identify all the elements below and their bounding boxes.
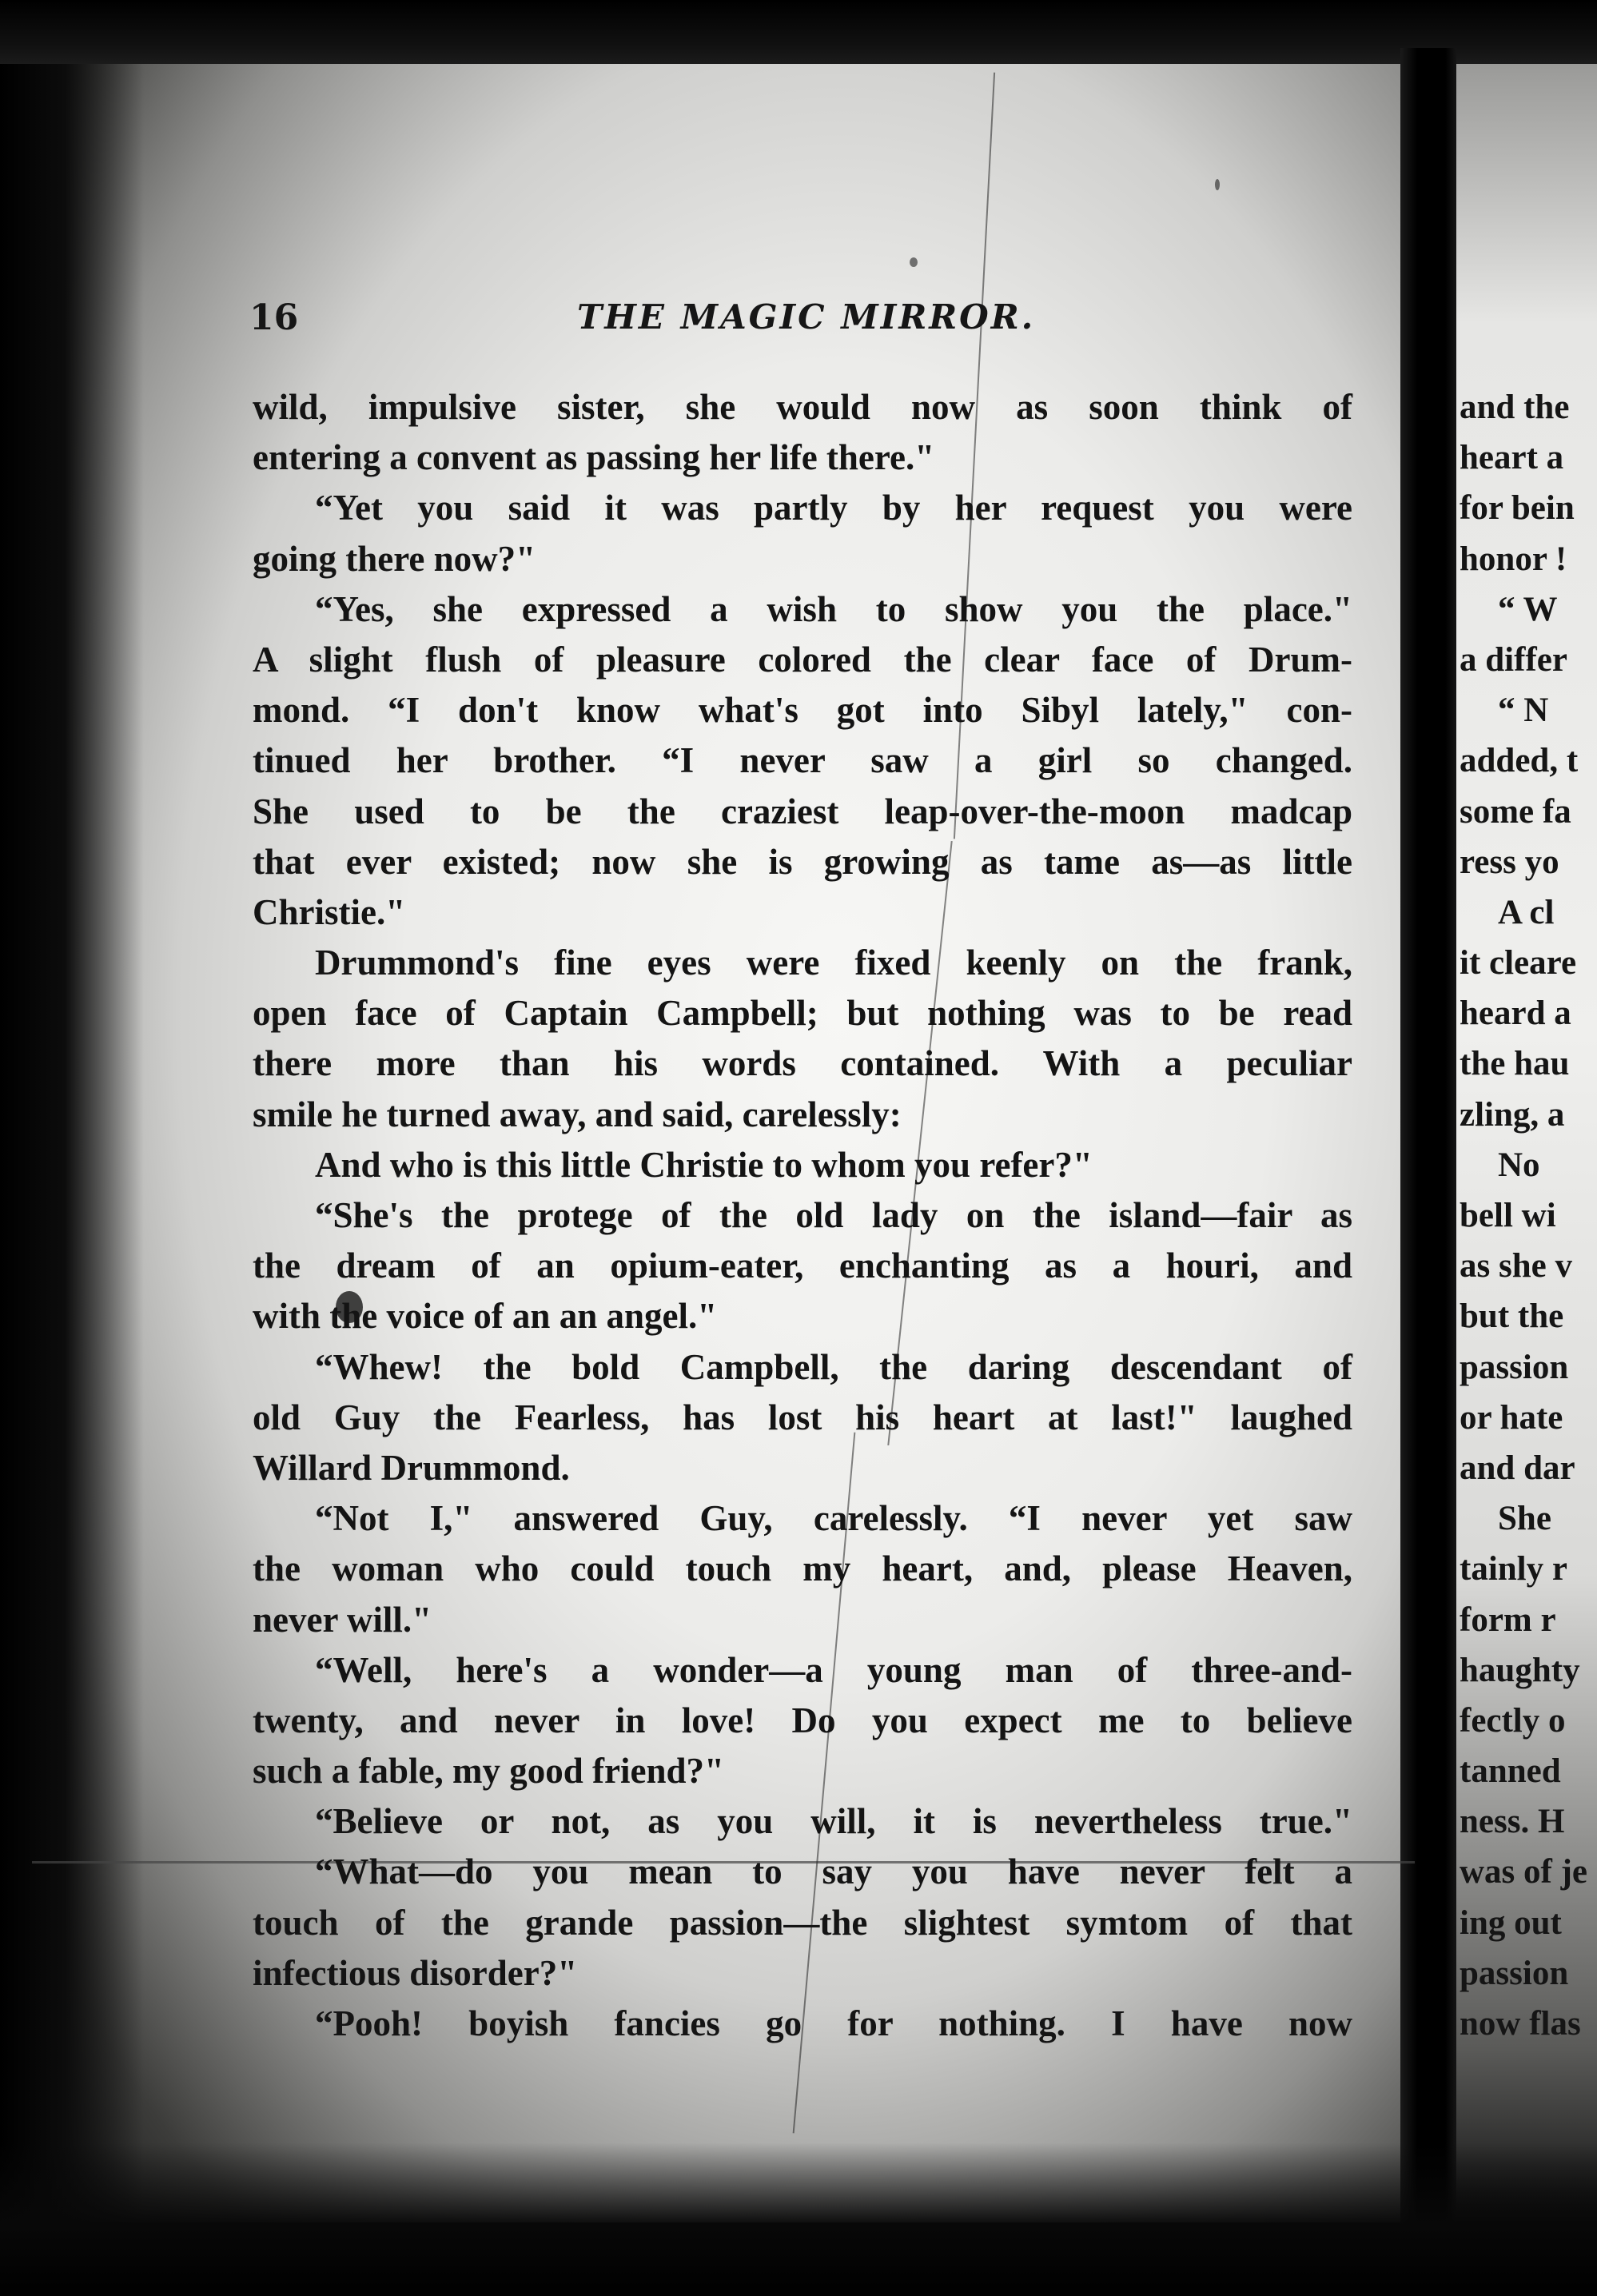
text-line: open face of Captain Campbell; but nothing was to be read (253, 993, 1352, 1034)
facing-text-line: tainly r (1460, 1550, 1567, 1588)
text-line: mond. “I don't know what's got into Sibyl lately," con- (253, 690, 1352, 731)
facing-text-line: “ W (1498, 590, 1558, 628)
facing-text-line: ness. H (1460, 1803, 1565, 1841)
book-gutter (1400, 48, 1456, 2296)
facing-text-line: and dar (1460, 1449, 1575, 1487)
ink-speck (1215, 179, 1220, 190)
facing-text-line: it cleare (1460, 944, 1577, 983)
facing-text-line: ing out (1460, 1903, 1562, 1942)
facing-text-line: passion (1460, 1348, 1569, 1386)
facing-text-line: added, t (1460, 742, 1579, 780)
ink-speck (910, 257, 918, 267)
text-line: never will." (253, 1599, 432, 1640)
facing-text-line: heard a (1460, 995, 1571, 1033)
text-line: tinued her brother. “I never saw a girl so changed. (253, 740, 1352, 781)
text-line: “Well, here's a wonder—a young man of three-and- (315, 1649, 1352, 1690)
text-line: that ever existed; now she is growing as tame as—as little (253, 841, 1352, 882)
text-line: such a fable, my good friend?" (253, 1751, 725, 1792)
facing-text-line: as she v (1460, 1247, 1572, 1286)
facing-text-line: haughty (1460, 1651, 1580, 1689)
text-line: And who is this little Christie to whom you refer?" (315, 1144, 1093, 1185)
facing-text-line: for bein (1460, 489, 1575, 528)
facing-text-line: or hate (1460, 1398, 1563, 1437)
text-line: entering a convent as passing her life there." (253, 437, 935, 478)
text-line: infectious disorder?" (253, 1952, 578, 1993)
text-line: “What—do you mean to say you have never felt a (315, 1852, 1352, 1892)
facing-text-line: but the (1460, 1297, 1564, 1336)
running-head (249, 294, 1352, 342)
facing-text-line: heart a (1460, 439, 1564, 477)
text-line: Christie." (253, 891, 406, 932)
facing-page-text (1460, 382, 1597, 2049)
facing-text-line: form r (1460, 1600, 1556, 1639)
facing-text-line: “ N (1498, 692, 1549, 730)
text-line: A slight flush of pleasure colored the clear face of Drum- (253, 639, 1352, 680)
text-line: “Believe or not, as you will, it is nevertheless true." (315, 1801, 1352, 1842)
facing-text-line: passion (1460, 1954, 1569, 1992)
facing-text-line: bell wi (1460, 1197, 1556, 1234)
facing-text-line: and the (1460, 389, 1570, 426)
facing-text-line: was of je (1460, 1853, 1588, 1891)
facing-text-line: the hau (1460, 1045, 1570, 1083)
text-line: “She's the protege of the old lady on the island—fair as (315, 1195, 1352, 1235)
text-line: old Guy the Fearless, has lost his heart at last!" laughed (253, 1397, 1352, 1437)
text-line: Willard Drummond. (253, 1447, 570, 1488)
text-line: with the voice of an an angel." (253, 1296, 718, 1337)
text-line: “Yes, she expressed a wish to show you the place." (315, 588, 1352, 629)
body-text (253, 382, 1352, 2049)
text-line: going there now?" (253, 538, 536, 579)
running-title: THE MAGIC MIRROR. (577, 297, 1036, 337)
left-edge-shadow (0, 64, 144, 2238)
text-line: “Whew! the bold Campbell, the daring descendant of (315, 1346, 1352, 1387)
facing-text-line: now flas (1460, 2005, 1581, 2043)
text-line: wild, impulsive sister, she would now as soon think of (253, 387, 1352, 427)
facing-text-line: some fa (1460, 792, 1571, 831)
scan-bottom-border (0, 2143, 1597, 2296)
text-line: “Yet you said it was partly by her request you were (315, 488, 1352, 528)
text-line: the dream of an opium-eater, enchanting as a houri, and (253, 1246, 1352, 1286)
text-line: the woman who could touch my heart, and, please Heaven, (253, 1549, 1352, 1589)
text-line: smile he turned away, and said, carelessly: (253, 1094, 902, 1134)
text-line: twenty, and never in love! Do you expect me to believe (253, 1700, 1352, 1740)
text-line: there more than his words contained. With a peculiar (253, 1043, 1352, 1084)
facing-text-line: fectly o (1460, 1701, 1566, 1740)
facing-text-line: a differ (1460, 640, 1567, 679)
text-line: touch of the grande passion—the slightest symtom of that (253, 1902, 1352, 1943)
facing-text-line: She (1498, 1500, 1551, 1538)
facing-text-line: A cl (1498, 893, 1555, 931)
text-line: “Pooh! boyish fancies go for nothing. I have now (315, 2003, 1352, 2043)
text-line: “Not I," answered Guy, carelessly. “I never yet saw (315, 1498, 1352, 1539)
facing-text-line: tanned (1460, 1752, 1561, 1791)
page-number: 16 (249, 297, 299, 338)
text-line: She used to be the craziest leap-over-the-moon madcap (253, 791, 1352, 831)
facing-text-line: honor ! (1460, 540, 1567, 578)
facing-text-line: No (1498, 1146, 1540, 1184)
text-line: Drummond's fine eyes were fixed keenly on the frank, (315, 943, 1352, 983)
facing-text-line: zling, a (1460, 1095, 1565, 1134)
facing-text-line: ress yo (1460, 843, 1559, 881)
